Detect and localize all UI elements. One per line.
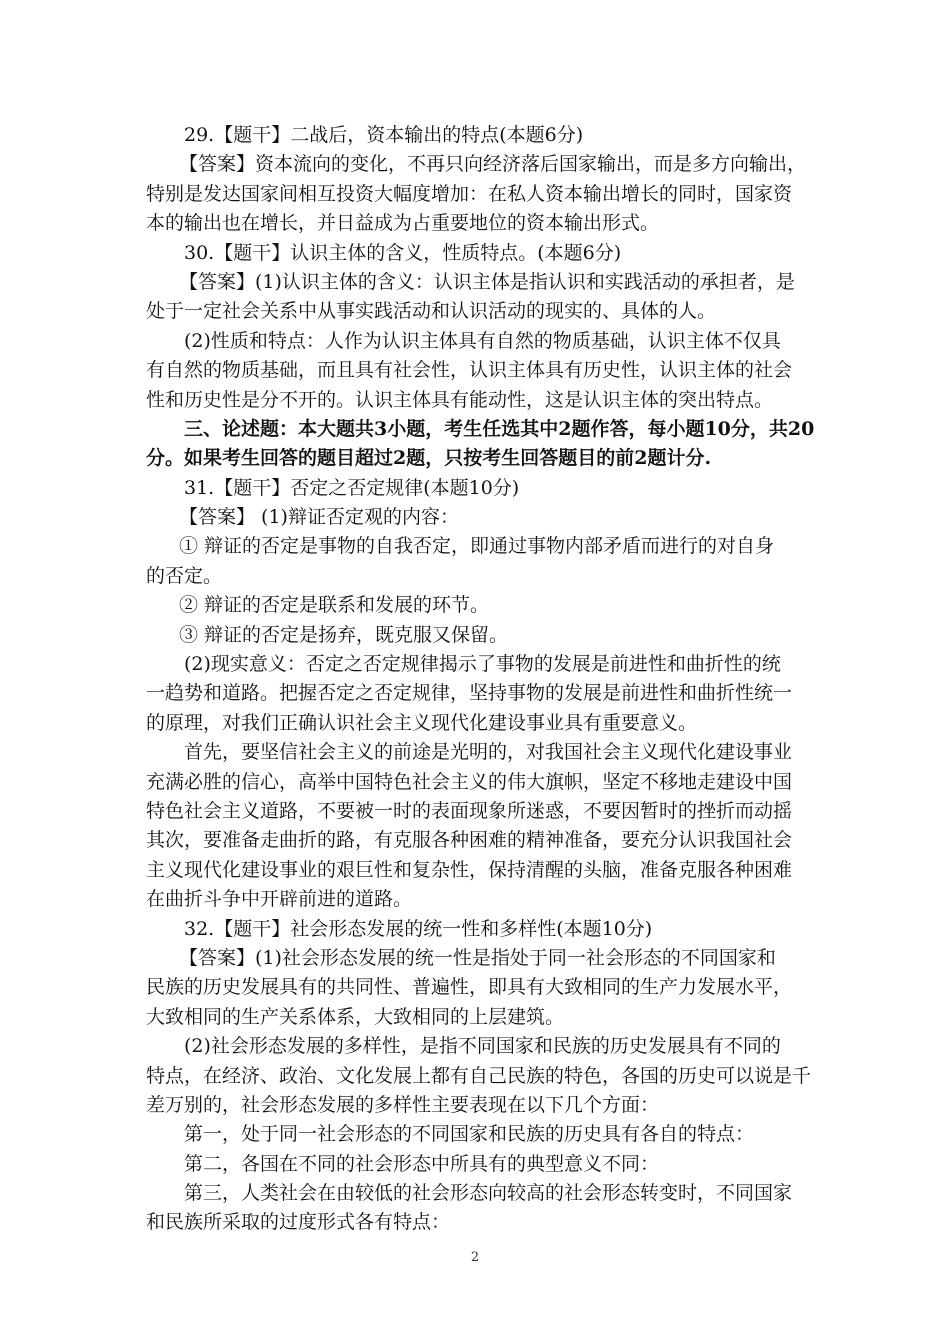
body-text [146,121,815,1238]
text-line: 有自然的物质基础，而且具有社会性，认识主体具有历史性，认识主体的社会 [146,359,793,382]
text-line: 一趋势和道路。把握否定之否定规律，坚持事物的发展是前进性和曲折性统一 [146,682,793,705]
text-line: ③ 辩证的否定是扬弃，既克服又保留。 [179,623,509,646]
text-line: 差万别的，社会形态发展的多样性主要表现在以下几个方面： [146,1093,660,1116]
text-line: 【答案】资本流向的变化，不再只向经济落后国家输出，而是多方向输出， [179,153,807,176]
text-line: 性和历史性是分不开的。认识主体具有能动性，这是认识主体的突出特点。 [146,388,774,411]
text-line: ① 辩证的否定是事物的自我否定，即通过事物内部矛盾而进行的对自身 [179,535,775,558]
text-line: 特别是发达国家间相互投资大幅度增加：在私人资本输出增长的同时，国家资 [146,182,793,205]
text-line: 29.【题干】二战后，资本输出的特点(本题6分) [184,124,584,146]
text-line: 【答案】(1)社会形态发展的统一性是指处于同一社会形态的不同国家和 [179,946,776,969]
text-line: 充满必胜的信心，高举中国特色社会主义的伟大旗帜，坚定不移地走建设中国 [146,770,793,793]
text-line: (2)性质和特点：人作为认识主体具有自然的物质基础，认识主体不仅具 [184,329,781,352]
text-line: 30.【题干】认识主体的含义，性质特点。(本题6分) [184,241,622,264]
text-line: 的原理，对我们正确认识社会主义现代化建设事业具有重要意义。 [146,711,698,734]
text-line: 处于一定社会关系中从事实践活动和认识活动的现实的、具体的人。 [146,300,717,323]
text-line: 首先，要坚信社会主义的前途是光明的，对我国社会主义现代化建设事业 [184,741,793,764]
page-number: 2 [470,1250,480,1265]
text-line: 第三，人类社会在由较低的社会形态向较高的社会形态转变时，不同国家 [184,1182,793,1205]
text-line: 三、论述题：本大题共3小题，考生任选其中2题作答，每小题10分，共20 [184,417,815,440]
text-line: 在曲折斗争中开辟前进的道路。 [146,888,413,911]
text-line: 的否定。 [146,564,223,587]
text-line: 特点，在经济、政治、文化发展上都有自己民族的特色，各国的历史可以说是千 [146,1064,812,1087]
text-line: 本的输出也在增长，并日益成为占重要地位的资本输出形式。 [146,212,660,235]
text-line: 主义现代化建设事业的艰巨性和复杂性，保持清醒的头脑，准备克服各种困难 [146,858,793,881]
text-line: 民族的历史发展具有的共同性、普遍性，即具有大致相同的生产力发展水平， [146,976,793,999]
text-line: 其次，要准备走曲折的路，有克服各种困难的精神准备，要充分认识我国社会 [146,829,793,852]
text-line: 大致相同的生产关系体系，大致相同的上层建筑。 [146,1005,565,1028]
text-line: 分。如果考生回答的题目超过2题，只按考生回答题目的前2题计分. [146,447,712,470]
text-line: (2)社会形态发展的多样性，是指不同国家和民族的历史发展具有不同的 [184,1035,781,1058]
text-line: ② 辩证的否定是联系和发展的环节。 [179,594,490,617]
text-line: 32.【题干】社会形态发展的统一性和多样性(本题10分) [184,917,653,940]
text-line: 【答案】(1)认识主体的含义：认识主体是指认识和实践活动的承担者，是 [179,270,795,293]
text-line: 第一，处于同一社会形态的不同国家和民族的历史具有各自的特点： [184,1123,755,1146]
text-line: 和民族所采取的过度形式各有特点： [146,1211,451,1234]
text-line: 特色社会主义道路，不要被一时的表面现象所迷惑，不要因暂时的挫折而动摇 [146,799,793,822]
text-line: 【答案】 (1)辩证否定观的内容： [179,506,459,529]
text-line: 第二，各国在不同的社会形态中所具有的典型意义不同： [184,1152,660,1175]
text-line: (2)现实意义：否定之否定规律揭示了事物的发展是前进性和曲折性的统 [184,653,781,676]
text-line: 31.【题干】否定之否定规律(本题10分) [184,476,520,499]
